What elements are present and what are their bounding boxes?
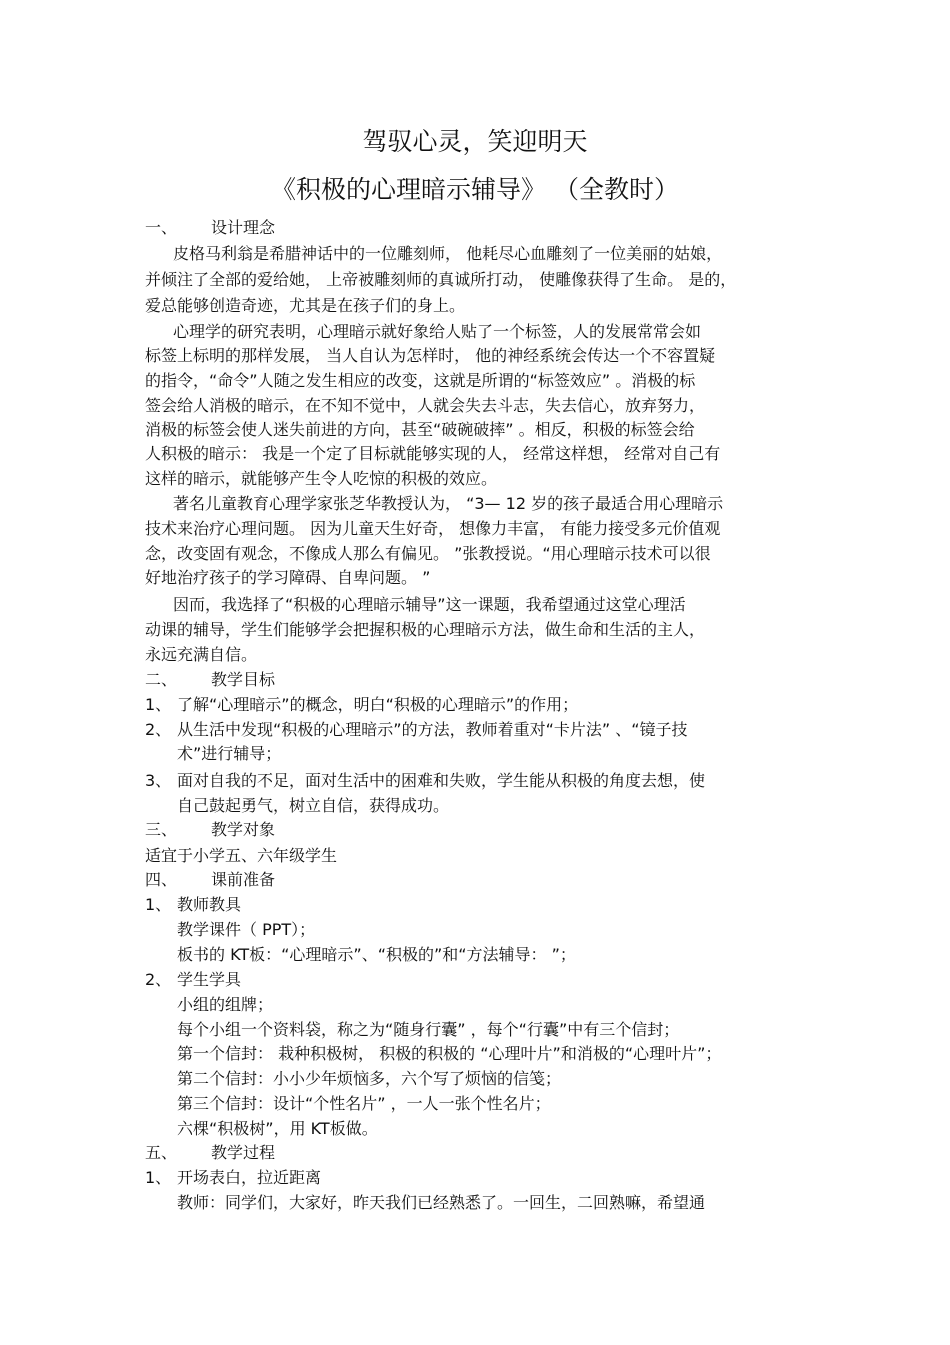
- list-item: [145, 1167, 321, 1189]
- list-item: [145, 770, 705, 792]
- paragraph-line: 并倾注了全部的爱给她， 上帝被雕刻师的真诚所打动， 使雕像获得了生命。 是的，: [145, 270, 737, 289]
- paragraph-line: 第二个信封：小小少年烦恼多，六个写了烦恼的信笺；: [177, 1069, 562, 1088]
- section-number: 四、: [145, 870, 178, 889]
- paragraph-line: 小组的组牌；: [177, 995, 274, 1014]
- section-title: 教学目标: [211, 670, 276, 689]
- section-heading: [145, 217, 275, 239]
- page-subtitle: 《积极的心理暗示辅导》 （全教时）: [271, 175, 679, 204]
- paragraph-line: 永远充满自信。: [145, 645, 258, 664]
- list-item: [145, 894, 241, 916]
- paragraph-line: 标签上标明的那样发展， 当人自认为怎样时， 他的神经系统会传达一个不容置疑: [145, 346, 716, 365]
- item-text: 面对自我的不足，面对生活中的困难和失败，学生能从积极的角度去想，使: [177, 771, 706, 790]
- item-text: 了解“心理暗示”的概念，明白“积极的心理暗示”的作用；: [177, 695, 579, 714]
- paragraph-line: 动课的辅导，学生们能够学会把握积极的心理暗示方法，做生命和生活的主人，: [145, 620, 706, 639]
- paragraph-line: 板书的 KT板：“心理暗示”、“积极的”和“方法辅导： ”；: [177, 945, 576, 964]
- paragraph-line: 第一个信封： 栽种积极树， 积极的积极的 “心理叶片”和消极的“心理叶片”；: [177, 1044, 722, 1063]
- section-title: 教学对象: [211, 820, 276, 839]
- list-item: [145, 719, 688, 741]
- paragraph-line: 念，改变固有观念，不像成人那么有偏见。 ”张教授说。“用心理暗示技术可以很: [145, 544, 711, 563]
- item-text: 从生活中发现“积极的心理暗示”的方法，教师着重对“卡片法” 、“镜子技: [177, 720, 688, 739]
- paragraph-line: 术”进行辅导；: [177, 744, 282, 763]
- paragraph-line: 消极的标签会使人迷失前进的方向，甚至“破碗破摔” 。相反，积极的标签会给: [145, 420, 695, 439]
- item-number: 2、: [145, 970, 172, 989]
- paragraph-line: 因而，我选择了“积极的心理暗示辅导”这一课题，我希望通过这堂心理活: [173, 595, 686, 614]
- paragraph-line: 爱总能够创造奇迹，尤其是在孩子们的身上。: [145, 296, 466, 315]
- item-number: 1、: [145, 1168, 172, 1187]
- section-title: 教学过程: [211, 1143, 276, 1162]
- paragraph-line: 技术来治疗心理问题。 因为儿童天生好奇， 想像力丰富， 有能力接受多元价值观: [145, 519, 721, 538]
- paragraph-line: 六棵“积极树”，用 KT板做。: [177, 1119, 378, 1138]
- item-number: 1、: [145, 895, 172, 914]
- paragraph-line: 签会给人消极的暗示，在不知不觉中，人就会失去斗志，失去信心，放弃努力，: [145, 396, 706, 415]
- page-title: 驾驭心灵，笑迎明天: [362, 127, 588, 156]
- paragraph-line: 好地治疗孩子的学习障碍、自卑问题。 ”: [145, 568, 431, 587]
- paragraph-line: 人积极的暗示： 我是一个定了目标就能够实现的人， 经常这样想， 经常对自己有: [145, 444, 721, 463]
- section-title: 课前准备: [211, 870, 276, 889]
- section-title: 设计理念: [211, 218, 276, 237]
- item-number: 2、: [145, 720, 172, 739]
- paragraph-line: 适宜于小学五、六年级学生: [145, 846, 338, 865]
- item-number: 1、: [145, 695, 172, 714]
- paragraph-line: 这样的暗示，就能够产生令人吃惊的积极的效应。: [145, 469, 498, 488]
- section-heading: [145, 819, 275, 841]
- list-item: [145, 694, 578, 716]
- paragraph-line: 著名儿童教育心理学家张芝华教授认为， “3— 12 岁的孩子最适合用心理暗示: [173, 494, 724, 513]
- item-text: 开场表白，拉近距离: [177, 1168, 322, 1187]
- section-heading: [145, 1142, 275, 1164]
- paragraph-line: 心理学的研究表明，心理暗示就好象给人贴了一个标签，人的发展常常会如: [173, 322, 702, 341]
- paragraph-line: 的指令，“命令”人随之发生相应的改变，这就是所谓的“标签效应” 。消极的标: [145, 371, 696, 390]
- paragraph-line: 每个小组一个资料袋，称之为“随身行囊” ，每个“行囊”中有三个信封；: [177, 1020, 680, 1039]
- list-item: [145, 969, 241, 991]
- section-number: 一、: [145, 218, 178, 237]
- paragraph-line: 教学课件（ PPT）；: [177, 920, 316, 939]
- paragraph-line: 教师：同学们，大家好，昨天我们已经熟悉了。一回生，二回熟嘛，希望通: [177, 1193, 706, 1212]
- section-heading: [145, 669, 275, 691]
- paragraph-line: 自己鼓起勇气，树立自信，获得成功。: [177, 796, 450, 815]
- item-text: 学生学具: [177, 970, 242, 989]
- section-heading: [145, 869, 275, 891]
- item-text: 教师教具: [177, 895, 242, 914]
- section-number: 五、: [145, 1143, 178, 1162]
- section-number: 三、: [145, 820, 178, 839]
- paragraph-line: 第三个信封：设计“个性名片” ，一人一张个性名片；: [177, 1094, 551, 1113]
- item-number: 3、: [145, 771, 172, 790]
- section-number: 二、: [145, 670, 178, 689]
- paragraph-line: 皮格马利翁是希腊神话中的一位雕刻师， 他耗尽心血雕刻了一位美丽的姑娘，: [173, 244, 723, 263]
